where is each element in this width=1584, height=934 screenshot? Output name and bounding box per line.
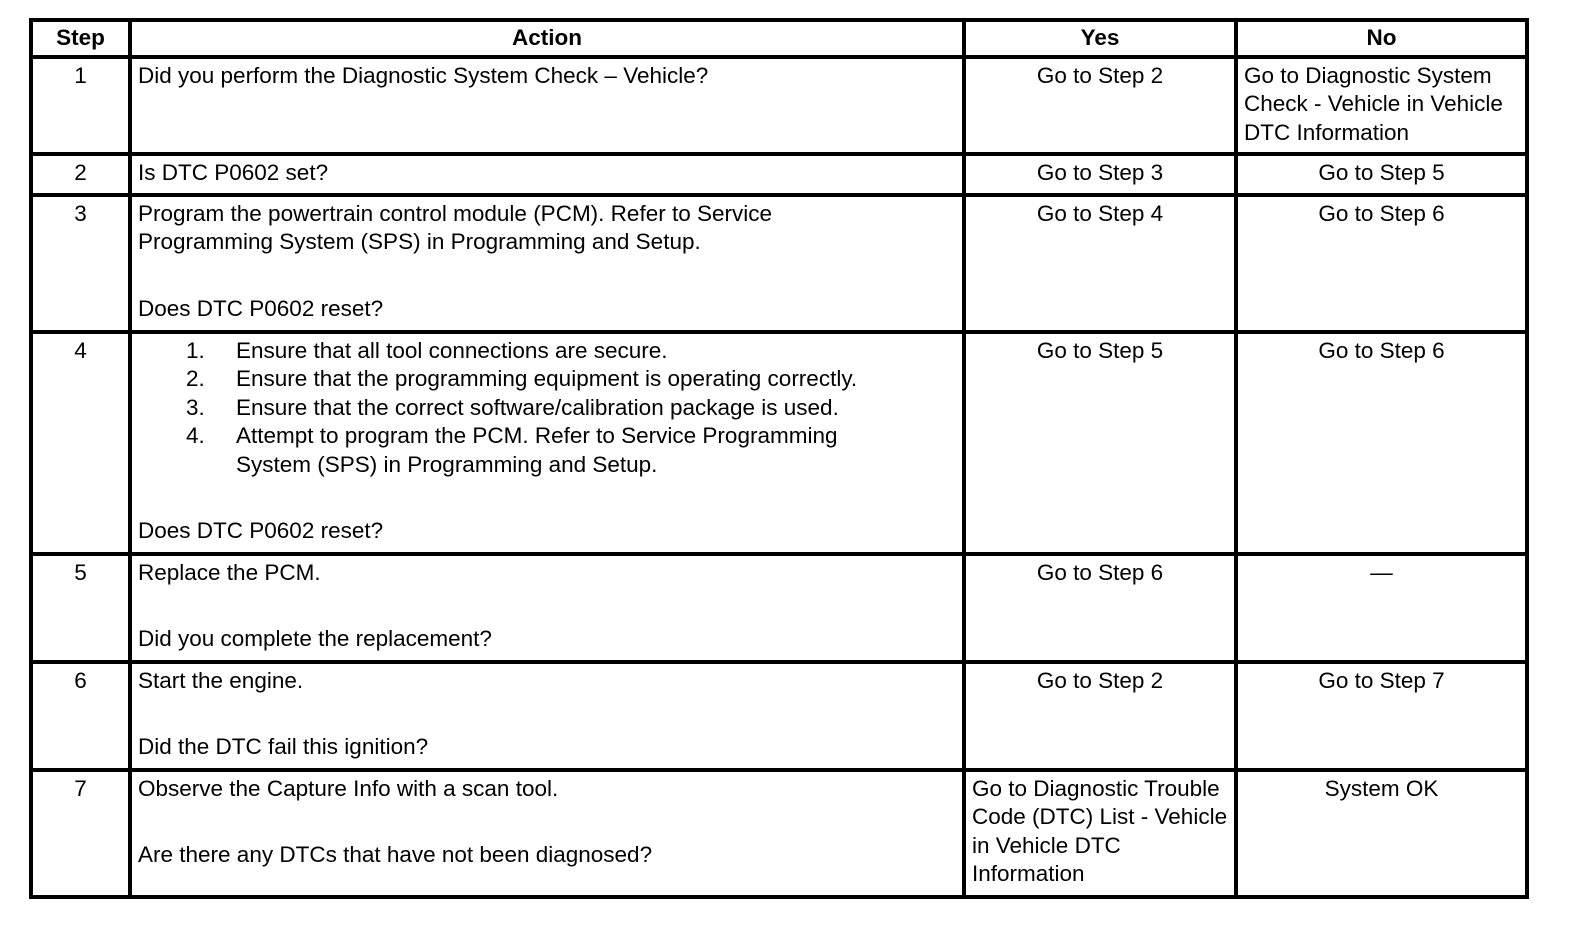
action-cell bbox=[130, 554, 964, 662]
no-cell: Go to Step 6 bbox=[1236, 332, 1527, 554]
yes-cell: Go to Step 3 bbox=[964, 154, 1236, 195]
list-item bbox=[186, 422, 906, 479]
action-question: Are there any DTCs that have not been diagnosed? bbox=[138, 842, 653, 867]
yes-cell: Go to Step 6 bbox=[964, 554, 1236, 662]
step-number: 4 bbox=[31, 332, 130, 554]
yes-cell: Go to Step 2 bbox=[964, 57, 1236, 154]
action-cell bbox=[130, 195, 964, 332]
yes-cell: Go to Step 4 bbox=[964, 195, 1236, 332]
action-text: Start the engine. bbox=[138, 667, 304, 693]
table-row bbox=[31, 195, 1527, 332]
no-cell: Go to Step 6 bbox=[1236, 195, 1527, 332]
action-text: Did you perform the Diagnostic System Check – Vehicle? bbox=[138, 62, 709, 88]
substep-text: Attempt to program the PCM. Refer to Service Programming System (SPS) in Programming and Setup. bbox=[236, 423, 838, 477]
action-text: Program the powertrain control module (PCM). Refer to Service Programming System (SPS) in Programming and Setup. bbox=[138, 200, 772, 254]
action-question: Did you complete the replacement? bbox=[138, 626, 492, 651]
action-text: Is DTC P0602 set? bbox=[138, 159, 329, 185]
substep-number: 3. bbox=[186, 394, 205, 420]
action-text: Observe the Capture Info with a scan tool. bbox=[138, 775, 559, 801]
step-number: 7 bbox=[31, 770, 130, 897]
yes-cell: Go to Step 2 bbox=[964, 662, 1236, 770]
substep-number: 1. bbox=[186, 337, 205, 363]
action-cell bbox=[130, 332, 964, 554]
yes-cell: Go to Diagnostic Trouble Code (DTC) List - Vehicle in Vehicle DTC Information bbox=[964, 770, 1236, 897]
substep-text: Ensure that the correct software/calibration package is used. bbox=[236, 394, 839, 420]
action-question: Does DTC P0602 reset? bbox=[138, 518, 384, 543]
header-yes: Yes bbox=[964, 20, 1236, 57]
table-row bbox=[31, 554, 1527, 662]
substep-text: Ensure that the programming equipment is operating correctly. bbox=[236, 366, 858, 391]
list-item bbox=[186, 394, 956, 423]
header-no: No bbox=[1236, 20, 1527, 57]
list-item bbox=[186, 337, 956, 366]
table-row bbox=[31, 770, 1527, 897]
action-question: Did the DTC fail this ignition? bbox=[138, 734, 429, 759]
no-cell: Go to Diagnostic System Check - Vehicle in Vehicle DTC Information bbox=[1236, 57, 1527, 154]
substep-text: Ensure that all tool connections are secure. bbox=[236, 337, 668, 363]
action-text: Replace the PCM. bbox=[138, 559, 321, 585]
yes-cell: Go to Step 5 bbox=[964, 332, 1236, 554]
table-row bbox=[31, 154, 1527, 195]
action-cell bbox=[130, 154, 964, 195]
action-cell bbox=[130, 662, 964, 770]
action-question: Does DTC P0602 reset? bbox=[138, 295, 384, 321]
substep-list bbox=[138, 337, 956, 480]
list-item bbox=[186, 365, 956, 394]
step-number: 3 bbox=[31, 195, 130, 332]
action-cell bbox=[130, 770, 964, 897]
diagnostic-table bbox=[29, 18, 1529, 899]
no-cell: System OK bbox=[1236, 770, 1527, 897]
step-number: 2 bbox=[31, 154, 130, 195]
table-row bbox=[31, 662, 1527, 770]
header-step: Step bbox=[31, 20, 130, 57]
substep-number: 4. bbox=[186, 423, 205, 448]
table-row bbox=[31, 57, 1527, 154]
step-number: 6 bbox=[31, 662, 130, 770]
no-cell: — bbox=[1236, 554, 1527, 662]
action-cell bbox=[130, 57, 964, 154]
step-number: 5 bbox=[31, 554, 130, 662]
table-row bbox=[31, 332, 1527, 554]
no-cell: Go to Step 5 bbox=[1236, 154, 1527, 195]
no-cell: Go to Step 7 bbox=[1236, 662, 1527, 770]
step-number: 1 bbox=[31, 57, 130, 154]
substep-number: 2. bbox=[186, 366, 205, 391]
header-action: Action bbox=[130, 20, 964, 57]
header-row bbox=[31, 20, 1527, 57]
